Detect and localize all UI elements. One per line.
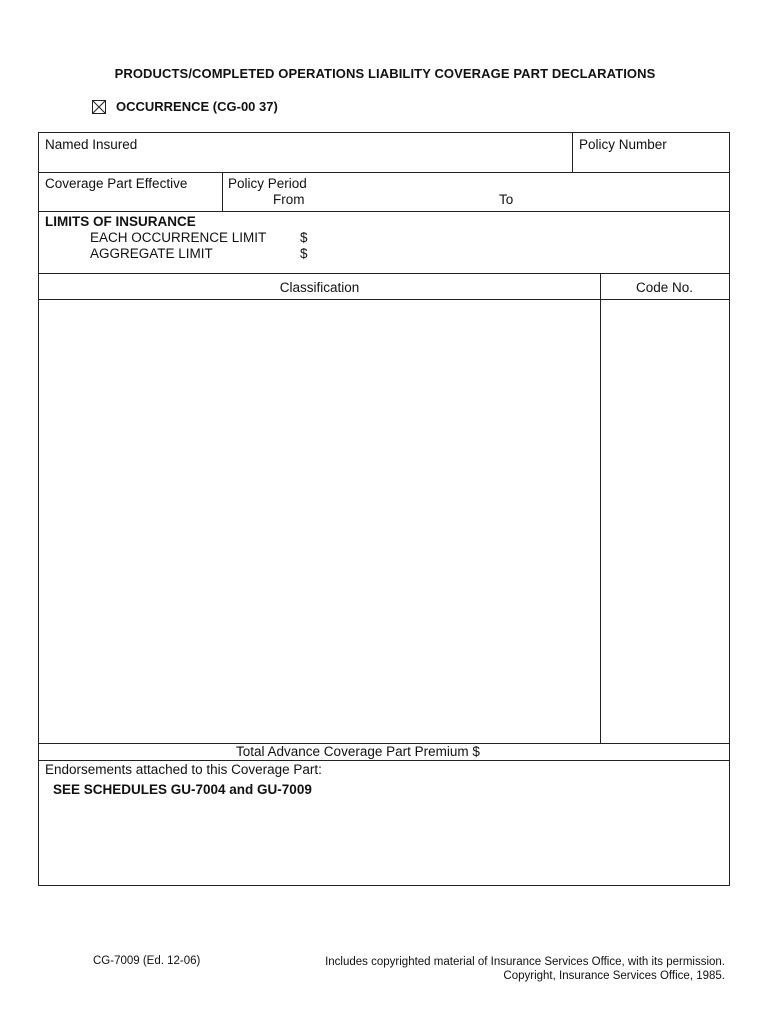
aggregate-label: AGGREGATE LIMIT [90,246,213,261]
copyright-line-1: Includes copyrighted material of Insurance Services Office, with its permission. [325,956,725,968]
divider [39,172,729,173]
to-label: To [499,192,514,207]
endorsements-value: SEE SCHEDULES GU-7004 and GU-7009 [53,782,312,797]
divider [39,299,729,300]
copyright-line-2: Copyright, Insurance Services Office, 1985. [503,970,725,982]
from-label: From [273,192,305,207]
form-code: CG-7009 (Ed. 12-06) [93,955,201,967]
divider [222,172,223,211]
classification-header: Classification [279,280,360,295]
total-premium-label: Total Advance Coverage Part Premium $ [236,744,480,759]
divider [600,273,601,743]
divider [39,760,729,761]
divider [39,273,729,274]
checked-x-icon [93,101,105,113]
occurrence-checkbox[interactable] [92,100,106,114]
declarations-form [38,132,730,886]
policy-period-label: Policy Period [228,176,307,191]
code-no-header: Code No. [635,280,694,295]
copyright-notice [325,955,725,983]
occurrence-option[interactable] [92,99,278,114]
occurrence-label: OCCURRENCE (CG-00 37) [116,99,278,114]
document-title: PRODUCTS/COMPLETED OPERATIONS LIABILITY COVERAGE PART DECLARATIONS [114,66,656,81]
limits-heading: LIMITS OF INSURANCE [45,214,196,229]
divider [572,133,573,172]
coverage-part-effective-label: Coverage Part Effective [45,176,188,191]
each-occurrence-label: EACH OCCURRENCE LIMIT [90,230,267,245]
aggregate-value[interactable]: $ [300,246,308,261]
each-occurrence-value[interactable]: $ [300,230,308,245]
policy-number-label: Policy Number [579,137,667,152]
divider [39,211,729,212]
endorsements-label: Endorsements attached to this Coverage Part: [45,762,322,777]
named-insured-label: Named Insured [45,137,138,152]
